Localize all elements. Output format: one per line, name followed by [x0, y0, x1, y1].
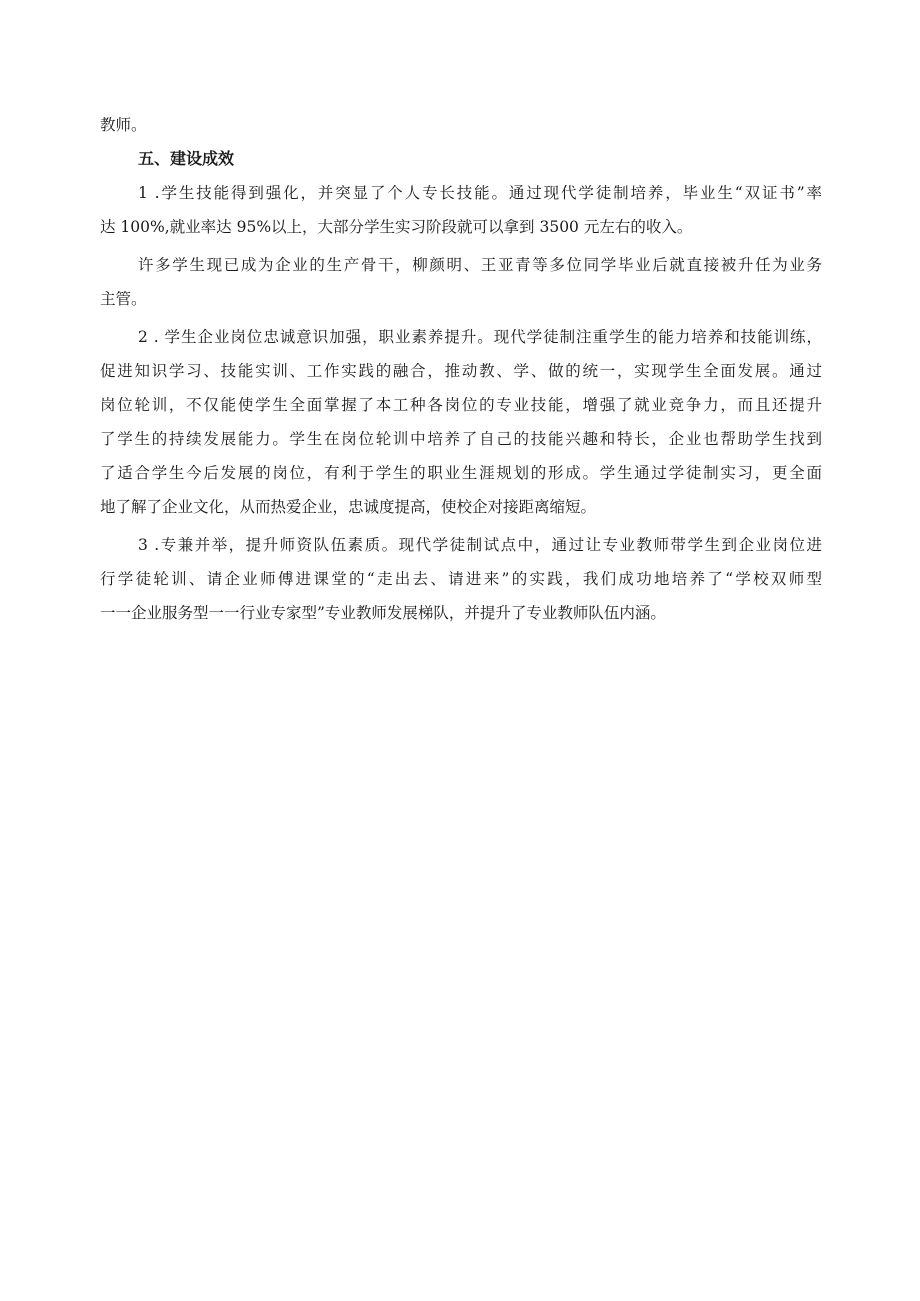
section-heading: 五、建设成效	[138, 149, 235, 168]
paragraph-3	[100, 320, 822, 524]
paragraph-line: 岗位轮训，不仅能使学生全面掌握了本工种各岗位的专业技能，增强了就业竞争力，而且还提升	[100, 396, 822, 414]
paragraph-line: 促进知识学习、技能实训、工作实践的融合，推动教、学、做的统一，实现学生全面发展。通过	[100, 362, 822, 380]
paragraph-line: 许多学生现已成为企业的生产骨干，柳颜明、王亚青等多位同学毕业后就直接被升任为业务	[138, 256, 822, 274]
paragraph-line: 主管。	[100, 290, 147, 308]
paragraph-line: 2 . 学生企业岗位忠诚意识加强，职业素养提升。现代学徒制注重学生的能力培养和技能训练，	[138, 328, 822, 346]
paragraph-line: 达 100%,就业率达 95%以上，大部分学生实习阶段就可以拿到 3500 元左右的收入。	[100, 218, 693, 236]
paragraph-4	[100, 528, 822, 630]
paragraph-line: 3 .专兼并举，提升师资队伍素质。现代学徒制试点中，通过让专业教师带学生到企业岗位进	[138, 536, 822, 554]
paragraph-line: 一一企业服务型一一行业专家型”专业教师发展梯队，并提升了专业教师队伍内涵。	[100, 604, 666, 622]
paragraph-line: 1 .学生技能得到强化，并突显了个人专长技能。通过现代学徒制培养，毕业生“双证书”率	[138, 184, 822, 202]
paragraph-1	[100, 176, 822, 244]
paragraph-line: 行学徒轮训、请企业师傅进课堂的“走出去、请进来”的实践，我们成功地培养了“学校双师型	[100, 570, 822, 588]
carry-over-text: 教师。	[100, 116, 147, 134]
paragraph-line: 地了解了企业文化，从而热爱企业，忠诚度提高，使校企对接距离缩短。	[100, 498, 597, 516]
paragraph-line: 了适合学生今后发展的岗位，有利于学生的职业生涯规划的形成。学生通过学徒制实习，更全面	[100, 464, 822, 482]
document-page	[100, 108, 822, 630]
paragraph-2	[100, 248, 822, 316]
paragraph-line: 了学生的持续发展能力。学生在岗位轮训中培养了自己的技能兴趣和特长，企业也帮助学生找到	[100, 430, 822, 448]
